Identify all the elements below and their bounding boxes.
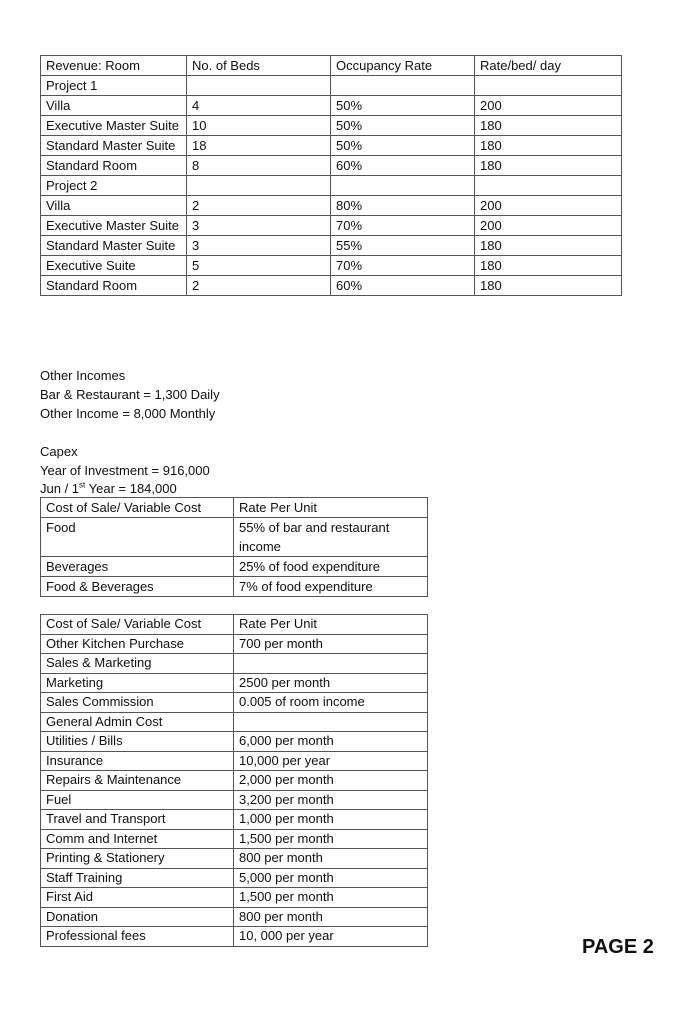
table-cell: 50% <box>331 116 475 136</box>
cost-of-sale-table <box>40 497 428 597</box>
header-cell: Cost of Sale/ Variable Cost <box>41 498 234 518</box>
table-cell: 800 per month <box>234 907 428 927</box>
table-cell: 10, 000 per year <box>234 927 428 947</box>
table-cell: 800 per month <box>234 849 428 869</box>
table-cell: 180 <box>475 236 622 256</box>
table-cell: 2,000 per month <box>234 771 428 791</box>
header-cell: Rate Per Unit <box>234 498 428 518</box>
table-cell: 80% <box>331 196 475 216</box>
table-cell: Marketing <box>41 673 234 693</box>
table-cell: 60% <box>331 156 475 176</box>
table-cell: 50% <box>331 96 475 116</box>
table-row <box>41 96 622 116</box>
header-cell: No. of Beds <box>187 56 331 76</box>
table-row <box>41 557 428 577</box>
table-row <box>41 654 428 674</box>
table-cell: Insurance <box>41 751 234 771</box>
table-row <box>41 927 428 947</box>
table-row <box>41 693 428 713</box>
table-cell <box>234 712 428 732</box>
table-cell: 25% of food expenditure <box>234 557 428 577</box>
table-cell: Executive Master Suite <box>41 116 187 136</box>
table-cell <box>187 176 331 196</box>
bar-restaurant-income: Bar & Restaurant = 1,300 Daily <box>40 387 220 402</box>
header-cell: Occupancy Rate <box>331 56 475 76</box>
table-cell <box>475 76 622 96</box>
table-row <box>41 751 428 771</box>
table-header-row <box>41 498 428 518</box>
table-cell: Other Kitchen Purchase <box>41 634 234 654</box>
table-cell: Repairs & Maintenance <box>41 771 234 791</box>
table-row <box>41 829 428 849</box>
table-cell: General Admin Cost <box>41 712 234 732</box>
table-cell: Food <box>41 518 234 557</box>
table-row <box>41 771 428 791</box>
table-row <box>41 276 622 296</box>
header-cell: Revenue: Room <box>41 56 187 76</box>
table-header-row <box>41 56 622 76</box>
table-row <box>41 907 428 927</box>
table-cell <box>331 76 475 96</box>
first-year-investment <box>40 479 177 498</box>
table-cell <box>475 176 622 196</box>
table-cell: Staff Training <box>41 868 234 888</box>
table-row <box>41 868 428 888</box>
table-row <box>41 156 622 176</box>
table-cell: 180 <box>475 156 622 176</box>
table-row <box>41 236 622 256</box>
table-cell: 2500 per month <box>234 673 428 693</box>
other-incomes-heading: Other Incomes <box>40 368 126 383</box>
capex-heading: Capex <box>40 444 78 459</box>
table-cell: Sales & Marketing <box>41 654 234 674</box>
table-cell: 200 <box>475 96 622 116</box>
table-cell: 18 <box>187 136 331 156</box>
other-income-monthly: Other Income = 8,000 Monthly <box>40 406 216 421</box>
table-cell: 1,500 per month <box>234 829 428 849</box>
table-cell: Project 2 <box>41 176 187 196</box>
table-cell: 3,200 per month <box>234 790 428 810</box>
table-cell: 6,000 per month <box>234 732 428 752</box>
table-cell <box>234 654 428 674</box>
table-row <box>41 673 428 693</box>
table-header-row <box>41 615 428 635</box>
table-cell: 3 <box>187 236 331 256</box>
table-row <box>41 810 428 830</box>
table-cell: Villa <box>41 196 187 216</box>
table-cell: 1,500 per month <box>234 888 428 908</box>
table-row <box>41 136 622 156</box>
table-cell: 2 <box>187 276 331 296</box>
jun-prefix: Jun / 1 <box>40 481 80 496</box>
table-cell: 180 <box>475 116 622 136</box>
table-cell: 3 <box>187 216 331 236</box>
ordinal-suffix: st <box>79 480 86 490</box>
table-row <box>41 577 428 597</box>
table-cell: 2 <box>187 196 331 216</box>
table-cell: Travel and Transport <box>41 810 234 830</box>
table-row <box>41 712 428 732</box>
table-cell: Standard Room <box>41 276 187 296</box>
table-row <box>41 849 428 869</box>
table-cell: 5 <box>187 256 331 276</box>
table-row <box>41 216 622 236</box>
year-of-investment: Year of Investment = 916,000 <box>40 463 210 478</box>
table-cell: 70% <box>331 256 475 276</box>
table-cell: Printing & Stationery <box>41 849 234 869</box>
page-number-label: PAGE 2 <box>582 936 654 958</box>
table-cell: 200 <box>475 196 622 216</box>
jun-suffix: Year = 184,000 <box>85 481 177 496</box>
table-cell: Fuel <box>41 790 234 810</box>
table-row <box>41 196 622 216</box>
table-cell: 200 <box>475 216 622 236</box>
table-cell: 50% <box>331 136 475 156</box>
table-cell: 10 <box>187 116 331 136</box>
table-cell: Beverages <box>41 557 234 577</box>
table-row <box>41 634 428 654</box>
table-cell: 1,000 per month <box>234 810 428 830</box>
table-cell <box>331 176 475 196</box>
table-cell: Professional fees <box>41 927 234 947</box>
table-cell <box>187 76 331 96</box>
header-cell: Rate/bed/ day <box>475 56 622 76</box>
table-row <box>41 256 622 276</box>
table-cell: 10,000 per year <box>234 751 428 771</box>
header-cell: Cost of Sale/ Variable Cost <box>41 615 234 635</box>
table-cell: 0.005 of room income <box>234 693 428 713</box>
table-cell: 5,000 per month <box>234 868 428 888</box>
table-cell: Standard Master Suite <box>41 136 187 156</box>
table-cell: Villa <box>41 96 187 116</box>
table-row <box>41 888 428 908</box>
expense-table <box>40 614 428 947</box>
table-cell: 8 <box>187 156 331 176</box>
table-cell: Standard Room <box>41 156 187 176</box>
table-cell: 55% of bar and restaurant income <box>234 518 428 557</box>
revenue-table <box>40 55 622 296</box>
table-row <box>41 76 622 96</box>
table-cell: Executive Master Suite <box>41 216 187 236</box>
table-cell: 60% <box>331 276 475 296</box>
table-cell: Comm and Internet <box>41 829 234 849</box>
table-cell: 180 <box>475 256 622 276</box>
table-cell: 55% <box>331 236 475 256</box>
table-cell: Sales Commission <box>41 693 234 713</box>
table-cell: Project 1 <box>41 76 187 96</box>
table-cell: Donation <box>41 907 234 927</box>
table-row <box>41 518 428 557</box>
table-cell: Utilities / Bills <box>41 732 234 752</box>
table-cell: Standard Master Suite <box>41 236 187 256</box>
table-cell: 180 <box>475 276 622 296</box>
table-cell: First Aid <box>41 888 234 908</box>
table-cell: 7% of food expenditure <box>234 577 428 597</box>
table-cell: 4 <box>187 96 331 116</box>
table-row <box>41 176 622 196</box>
table-row <box>41 732 428 752</box>
table-row <box>41 116 622 136</box>
table-cell: 180 <box>475 136 622 156</box>
table-cell: Executive Suite <box>41 256 187 276</box>
table-cell: 700 per month <box>234 634 428 654</box>
table-row <box>41 790 428 810</box>
table-cell: Food & Beverages <box>41 577 234 597</box>
header-cell: Rate Per Unit <box>234 615 428 635</box>
table-cell: 70% <box>331 216 475 236</box>
